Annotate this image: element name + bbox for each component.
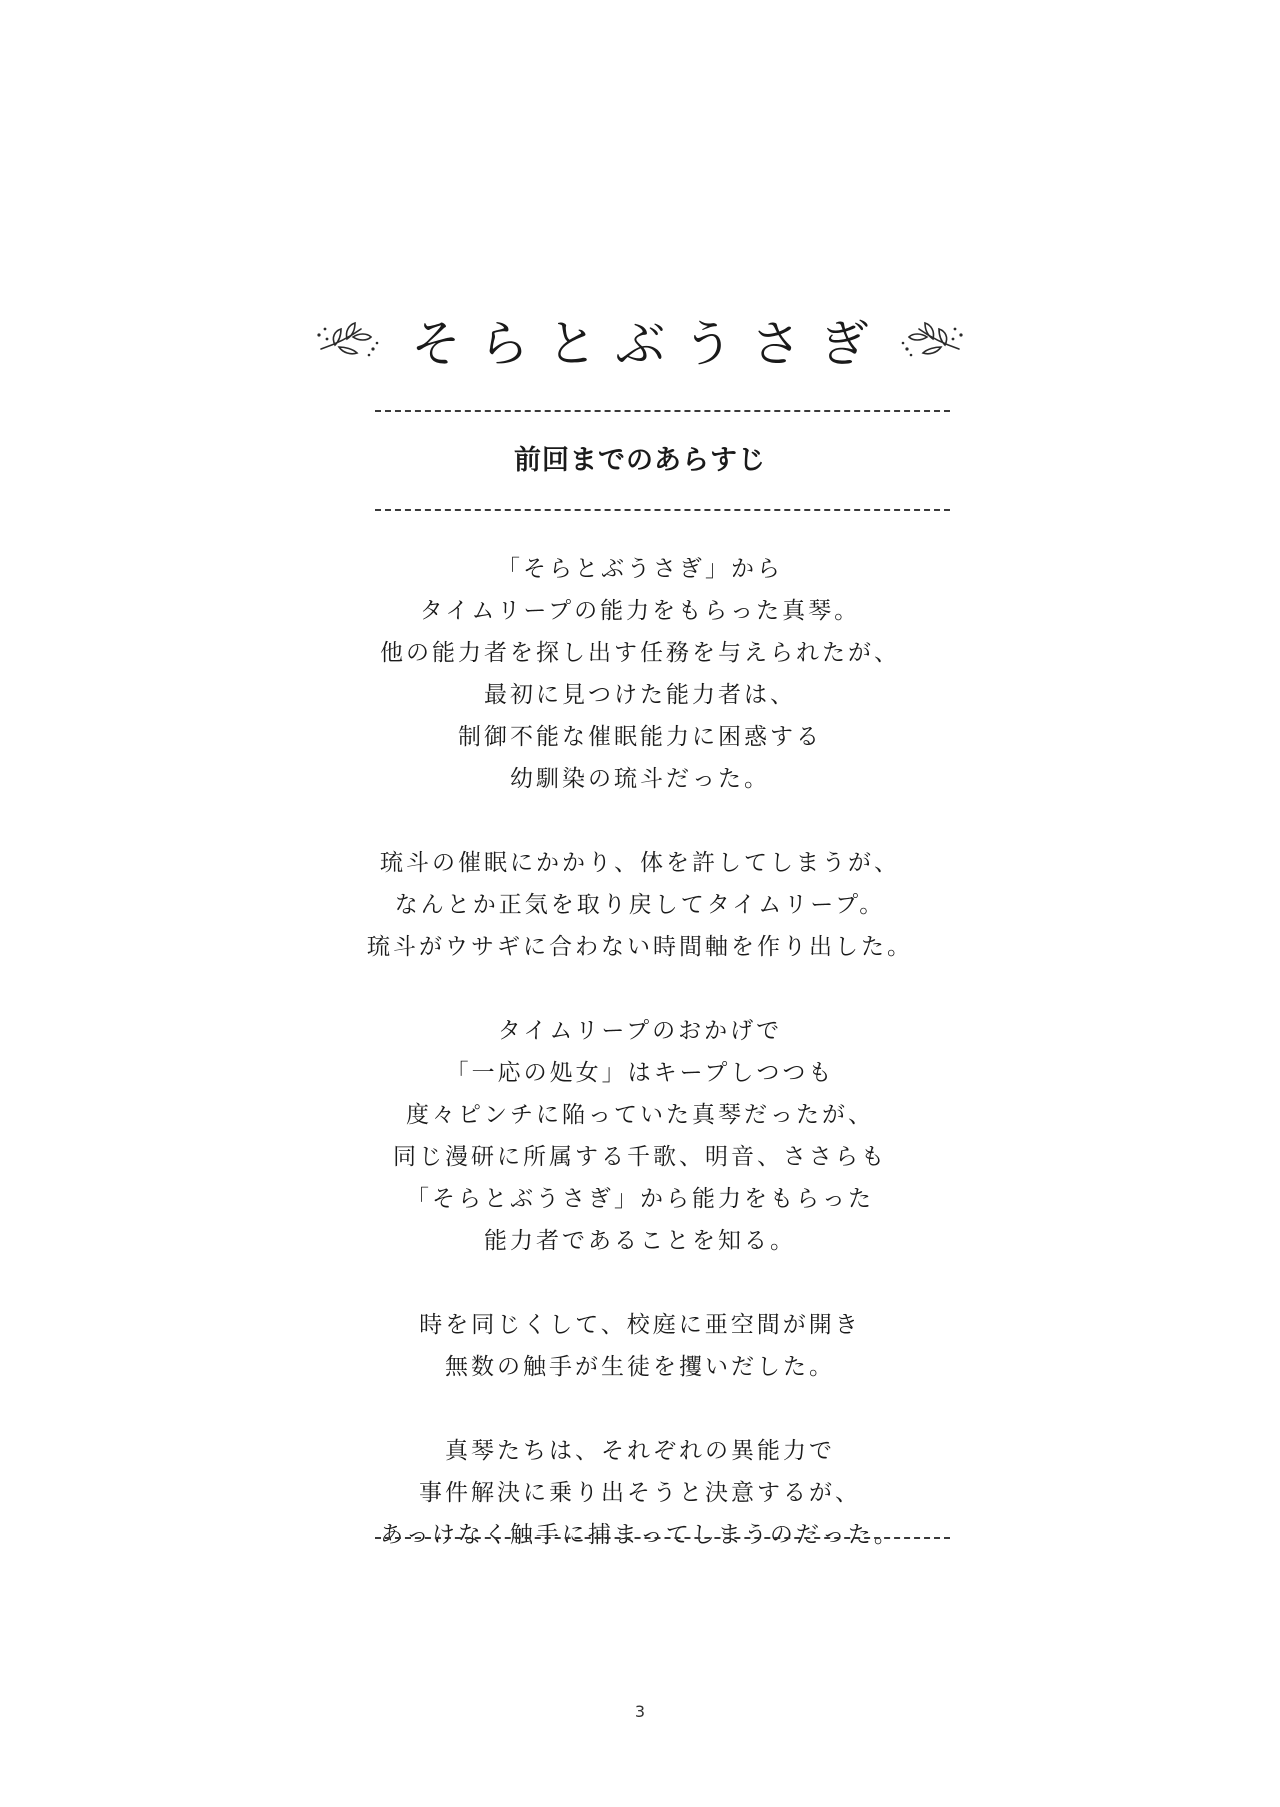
synopsis-line: 「そらとぶうさぎ」から能力をもらった bbox=[406, 1186, 874, 1212]
synopsis-line: 「一応の処女」はキープしつつも bbox=[445, 1060, 835, 1086]
synopsis-line: 幼馴染の琉斗だった。 bbox=[510, 766, 770, 792]
synopsis-line: 他の能力者を探し出す任務を与えられたが、 bbox=[380, 640, 900, 666]
synopsis-line: 琉斗がウサギに合わない時間軸を作り出した。 bbox=[367, 934, 913, 960]
dashed-divider-top bbox=[375, 410, 950, 412]
synopsis-line: 琉斗の催眠にかかり、体を許してしまうが、 bbox=[380, 850, 900, 876]
section-subtitle: 前回までのあらすじ bbox=[514, 445, 766, 476]
leaf-sprig-right-icon bbox=[897, 315, 967, 365]
dashed-divider-bottom bbox=[375, 1537, 950, 1539]
synopsis-line: 能力者であることを知る。 bbox=[484, 1228, 796, 1254]
synopsis-paragraph bbox=[0, 1304, 1280, 1388]
synopsis-line: 時を同じくして、校庭に亜空間が開き bbox=[419, 1312, 861, 1338]
synopsis-line: 最初に見つけた能力者は、 bbox=[484, 682, 796, 708]
synopsis-line: なんとか正気を取り戻してタイムリープ。 bbox=[394, 892, 886, 918]
synopsis-line: 事件解決に乗り出そうと決意するが、 bbox=[419, 1480, 861, 1506]
dashed-divider-middle bbox=[375, 509, 950, 511]
synopsis-line: 度々ピンチに陥っていた真琴だったが、 bbox=[406, 1102, 874, 1128]
synopsis-line: 同じ漫研に所属する千歌、明音、ささらも bbox=[393, 1144, 887, 1170]
synopsis-line: タイムリープの能力をもらった真琴。 bbox=[419, 598, 861, 624]
synopsis-text bbox=[0, 548, 1280, 1598]
synopsis-paragraph bbox=[0, 1010, 1280, 1262]
title-row bbox=[0, 300, 1280, 380]
synopsis-line: タイムリープのおかげで bbox=[497, 1018, 783, 1044]
synopsis-line: 制御不能な催眠能力に困惑する bbox=[458, 724, 822, 750]
synopsis-line: 無数の触手が生徒を攫いだした。 bbox=[445, 1354, 835, 1380]
synopsis-paragraph bbox=[0, 842, 1280, 968]
synopsis-line: あっけなく触手に捕まってしまうのだった。 bbox=[380, 1522, 900, 1548]
leaf-sprig-left-icon bbox=[313, 315, 383, 365]
book-title: そらとぶうさぎ bbox=[411, 315, 887, 373]
synopsis-line: 真琴たちは、それぞれの異能力で bbox=[445, 1438, 835, 1464]
page-number: 3 bbox=[634, 1702, 646, 1721]
synopsis-paragraph bbox=[0, 548, 1280, 800]
synopsis-line: 「そらとぶうさぎ」から bbox=[497, 556, 783, 582]
